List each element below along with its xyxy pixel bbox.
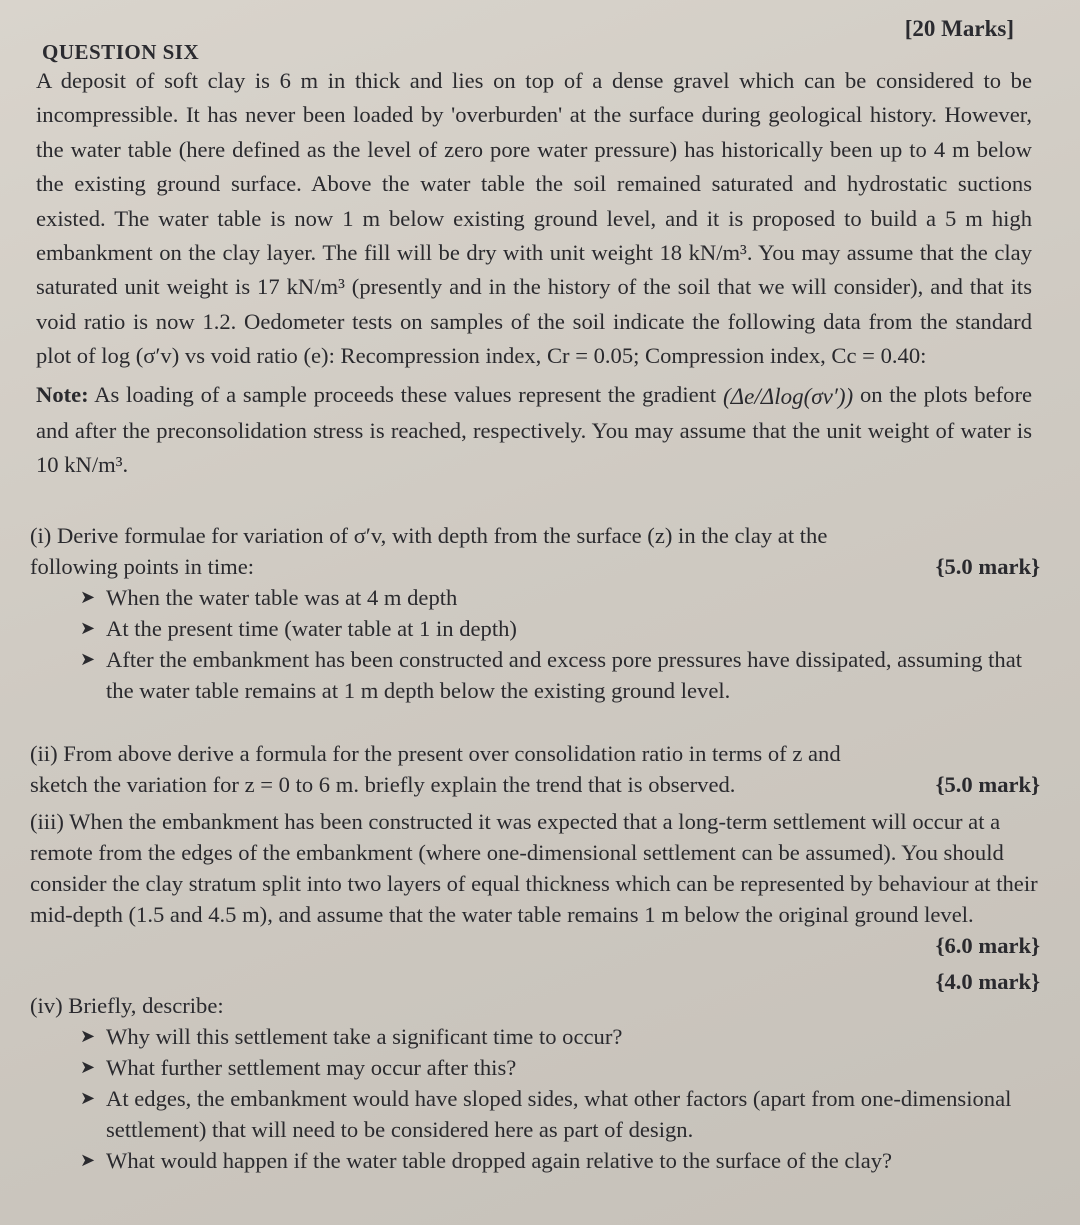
list-item: ➤ After the embankment has been constructed and excess pore pressures have dissipated, assuming that the water table remains at 1 m depth below the existing ground level. <box>80 644 1040 706</box>
arrow-bullet-icon: ➤ <box>80 1150 96 1170</box>
part-iii <box>30 806 1040 958</box>
part-i-mark: {5.0 mark} <box>935 554 1040 579</box>
gradient-expression: (Δe/Δlog(σv′)) <box>722 383 854 409</box>
part-ii-label: (ii) <box>30 741 58 766</box>
list-item: ➤ When the water table was at 4 m depth <box>80 582 1040 613</box>
list-item: ➤ Why will this settlement take a significant time to occur? <box>80 1021 1040 1052</box>
arrow-bullet-icon: ➤ <box>80 649 96 669</box>
part-i-label: (i) <box>30 523 52 548</box>
list-item: ➤ At edges, the embankment would have sloped sides, what other factors (apart from one-dimensional settlement) that will need to be considered here as part of design. <box>80 1083 1040 1145</box>
arrow-bullet-icon: ➤ <box>80 1088 96 1108</box>
question-intro <box>36 64 1032 483</box>
part-i-text: Derive formulae for variation of σ′v, with depth from the surface (z) in the clay at the following points in time: <box>30 523 828 579</box>
part-ii-mark: {5.0 mark} <box>935 772 1040 797</box>
part-ii-text: From above derive a formula for the present over consolidation ratio in terms of z and sketch the variation for z = 0 to 6 m. briefly explain the trend that is observed. <box>30 741 841 797</box>
part-i-bullets <box>30 582 1040 706</box>
part-iii-text: When the embankment has been constructed it was expected that a long-term settlement will occur at a remote from the edges of the embankment (where one-dimensional settlement can be assumed). You should consider the clay stratum split into two layers of equal thickness which can be represented by behaviour at their mid-depth (1.5 and 4.5 m), and assume that the water table remains 1 m below the original ground level. <box>30 809 1038 927</box>
arrow-bullet-icon: ➤ <box>80 1026 96 1046</box>
note-label: Note: <box>36 381 89 407</box>
note-text-a: As loading of a sample proceeds these values represent the gradient <box>94 381 717 407</box>
note-paragraph <box>36 378 1032 483</box>
part-iv-mark: {4.0 mark} <box>935 969 1040 994</box>
arrow-bullet-icon: ➤ <box>80 587 96 607</box>
question-title: QUESTION SIX <box>42 40 200 64</box>
note-text-b: on the plots before and after the preconsolidation stress is reached, respectively. You may assume that the unit weight of water is 10 kN/m³. <box>36 381 1032 478</box>
part-iv-label: (iv) <box>30 993 63 1018</box>
arrow-bullet-icon: ➤ <box>80 618 96 638</box>
part-iii-mark: {6.0 mark} <box>935 933 1040 958</box>
intro-paragraph: A deposit of soft clay is 6 m in thick and lies on top of a dense gravel which can be considered to be incompressible. It has never been loaded by 'overburden' at the surface during geological history. However, the water table (here defined as the level of zero pore water pressure) has historically been up to 4 m below the existing ground surface. Above the water table the soil remained saturated and hydrostatic suctions existed. The water table is now 1 m below existing ground level, and it is proposed to build a 5 m high embankment on the clay layer. The fill will be dry with unit weight 18 kN/m³. You may assume that the clay saturated unit weight is 17 kN/m³ (presently and in the history of the soil that we will consider), and that its void ratio is now 1.2. Oedometer tests on samples of the soil indicate the following data from the standard plot of log (σ′v) vs void ratio (e): Recompression index, Cr = 0.05; Compression index, Cc = 0.40: <box>36 68 1032 369</box>
part-iii-label: (iii) <box>30 809 64 834</box>
part-iv <box>30 969 1040 1176</box>
part-iv-bullets <box>30 1021 1040 1176</box>
part-iv-text: Briefly, describe: <box>68 993 224 1018</box>
arrow-bullet-icon: ➤ <box>80 1057 96 1077</box>
list-item: ➤ What would happen if the water table dropped again relative to the surface of the clay? <box>80 1145 1040 1176</box>
part-ii <box>30 738 1040 800</box>
list-item: ➤ At the present time (water table at 1 in depth) <box>80 613 1040 644</box>
list-item: ➤ What further settlement may occur after this? <box>80 1052 1040 1083</box>
part-i <box>30 520 1040 706</box>
total-marks: [20 Marks] <box>904 16 1014 41</box>
